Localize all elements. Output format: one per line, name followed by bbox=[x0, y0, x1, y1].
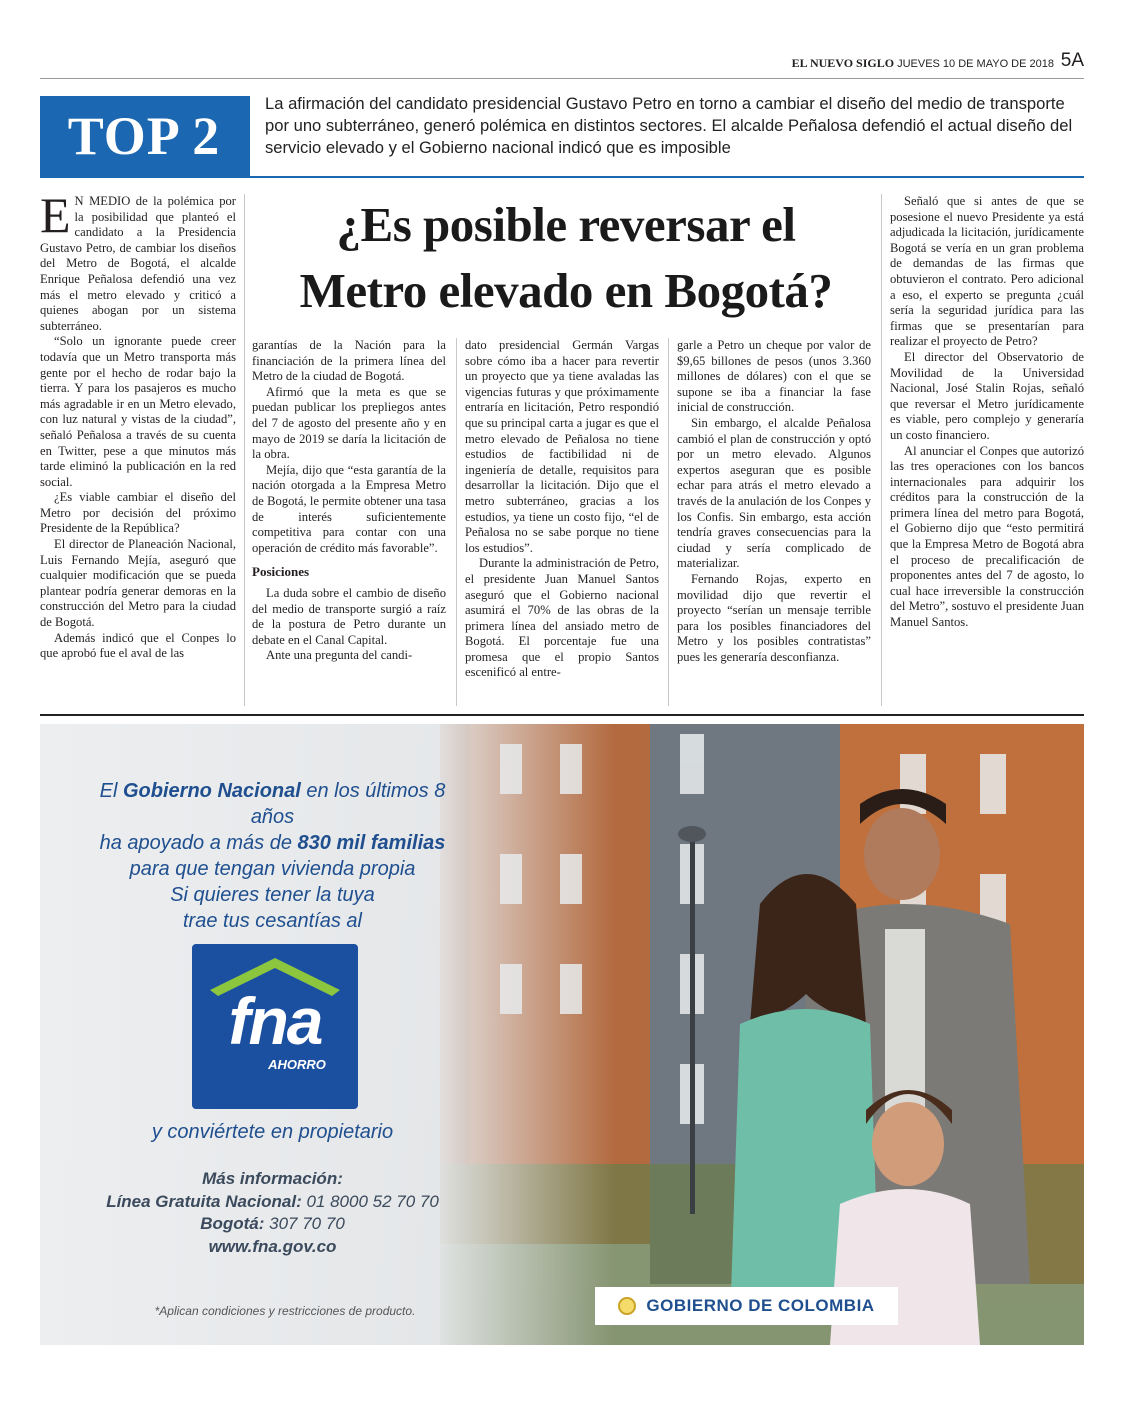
paragraph: La duda sobre el cambio de diseño del medio de transporte surgió a raíz de la postura de Petro durante un debate en el Canal Capital. bbox=[252, 585, 446, 647]
paragraph: garle a Petro un cheque por valor de $9,65 billones de pesos (unos 3.360 millones de dólares) con el que se supone se iba a financiar la fase inicial de construcción. bbox=[677, 338, 871, 415]
ad-contact-info bbox=[80, 1168, 465, 1258]
article-column-4 bbox=[677, 338, 871, 665]
paragraph: ¿Es viable cambiar el diseño del Metro por decisión del próximo Presidente de la República? bbox=[40, 490, 236, 536]
ad-line: para que tengan vivienda propia bbox=[129, 858, 416, 880]
fna-logo-text: fna bbox=[228, 984, 322, 1058]
issue-date: JUEVES 10 DE MAYO DE 2018 bbox=[897, 58, 1054, 70]
paragraph: Afirmó que la meta es que se puedan publicar los prepliegos antes del 7 de agosto del presente año y en mayo de 2019 se daría la licitación de la obra. bbox=[252, 384, 446, 462]
paragraph: El director de Planeación Nacional, Luis Fernando Mejía, aseguró que cualquier modificación que se pueda plantear podría generar demoras en la construcción del Metro para la ciudad de Bogotá. bbox=[40, 537, 236, 630]
ad-headline bbox=[80, 778, 465, 882]
article-column-1 bbox=[40, 187, 236, 662]
paragraph: Mejía, dijo que “esta garantía de la nación otorgada a la Empresa Metro de Bogotá, le permite obtener una tasa de interés suficientemente competitiva para contar con una operación de crédito más favorable”. bbox=[252, 462, 446, 555]
subheading: Posiciones bbox=[252, 564, 310, 580]
section-rule bbox=[40, 176, 1084, 178]
paragraph: “Solo un ignorante puede creer todavía que un Metro transporta más gente por el hecho de rodar bajo la tierra. Y para los pasajeros es mucho más agradable ir en un Metro elevado, con luz natural y vistas de la ciudad”, señaló Peñalosa a través de su cuenta en Twitter, pese a que minutos más tarde eliminó la publicación en la red social. bbox=[40, 334, 236, 489]
government-badge bbox=[595, 1287, 898, 1325]
info-title: Más información: bbox=[202, 1169, 343, 1188]
ad-line bbox=[80, 778, 465, 830]
paragraph: dato presidencial Germán Vargas sobre cómo iba a hacer para revertir un proyecto que ya tiene avaladas las vigencias futuras y que próximamente entraría en licitación, Petro respondió que su principal carta a jugar es que el metro elevado de Peñalosa no tiene estudios de factibilidad ni de ingeniería de detalle, requisitos para desarrollar la licitación. Dijo que el metro subterráneo, gracias a los estudios, ya tiene un costo fijo, “el de Peñalosa no se sabe porque no tiene los estudios”. bbox=[465, 338, 659, 555]
fna-advertisement bbox=[40, 724, 1084, 1345]
ad-call-to-action bbox=[80, 882, 465, 934]
info-website: www.fna.gov.co bbox=[208, 1236, 337, 1256]
info-phone-line bbox=[80, 1191, 465, 1214]
ad-text: ha apoyado a más de bbox=[99, 832, 298, 854]
paragraph: Fernando Rojas, experto en movilidad dijo que revertir el proyecto “serían un mensaje terrible para los posibles financiadores del Metro y los posibles contratistas” pues les generaría desconfianza. bbox=[677, 571, 871, 664]
paragraph: Además indicó que el Conpes lo que aprobó fue el aval de las bbox=[40, 630, 236, 661]
ad-text: El bbox=[99, 780, 123, 802]
government-label: GOBIERNO DE COLOMBIA bbox=[646, 1296, 875, 1315]
section-tag-divider bbox=[248, 96, 250, 178]
opening-text: N MEDIO de la polémica por la posibilidad que planteó el candidato a la Presidencia Gustavo Petro, de cambiar los diseños del Metro de Bogotá, el alcalde Enrique Peñalosa defendió una vez más el metro elevado y criticó a quienes abogan por un sistema subterráneo. bbox=[40, 194, 236, 333]
fna-logo bbox=[192, 944, 358, 1109]
paragraph: El director del Observatorio de Movilidad de la Universidad Nacional, José Stalin Rojas, señaló que reversar el Metro jurídicamente es viable, pero complejo y generaría un costo financiero. bbox=[890, 349, 1084, 442]
paragraph: Al anunciar el Conpes que autorizó las tres operaciones con los bancos internacionales para adquirir los créditos para la construcción de la primera línea del metro para Bogotá, el Gobierno dijo que “esto permitirá que la Empresa Metro de Bogotá abra el proceso de precalificación de proponentes antes del 7 de agosto, lo cual hace irreversible la construcción del Metro”, sostuvo el presidente Juan Manuel Santos. bbox=[890, 443, 1084, 630]
ad-text-bold: 830 mil familias bbox=[297, 832, 446, 854]
info-label: Línea Gratuita Nacional: bbox=[106, 1191, 302, 1211]
paragraph: garantías de la Nación para la financiación de la primera línea del Metro de la ciudad de Bogotá. bbox=[252, 338, 446, 384]
paragraph: Sin embargo, el alcalde Peñalosa cambió el plan de construcción y optó por un metro elevado. Algunos expertos aseguran que es posible echar para atrás el metro elevado a través de la anulación de los Conpes y los Confis. Sin embargo, esta acción tendría graves consecuencias para la ciudad y sería complicado de materializar. bbox=[677, 415, 871, 571]
paragraph bbox=[40, 187, 236, 334]
ad-line bbox=[80, 830, 465, 856]
masthead-line bbox=[792, 56, 1054, 71]
info-label: Bogotá: bbox=[200, 1214, 265, 1233]
ad-tagline: y conviértete en propietario bbox=[151, 1121, 394, 1143]
paragraph: Durante la administración de Petro, el presidente Juan Manuel Santos aseguró que el Gobierno nacional asumirá el 70% de las obras de la primera línea del ansiado metro de Bogotá. El porcentaje fue una promesa que el propio Santos escenificó al entre- bbox=[465, 556, 659, 680]
paragraph: Ante una pregunta del candi- bbox=[266, 648, 413, 663]
article-column-5 bbox=[890, 194, 1084, 631]
headline-line-2: Metro elevado en Bogotá? bbox=[299, 263, 833, 318]
section-tag: TOP 2 bbox=[40, 96, 248, 176]
column-divider bbox=[881, 194, 882, 706]
info-value: 01 8000 52 70 70 bbox=[301, 1191, 439, 1211]
column-divider bbox=[456, 338, 457, 706]
ad-separator bbox=[40, 714, 1084, 716]
article-headline bbox=[248, 192, 884, 324]
ad-line: Si quieres tener la tuya bbox=[170, 884, 375, 906]
ad-text-bold: Gobierno Nacional bbox=[123, 780, 301, 802]
headline-line-1: ¿Es posible reversar el bbox=[336, 197, 796, 252]
newspaper-name: EL NUEVO SIGLO bbox=[791, 56, 895, 70]
column-divider bbox=[668, 338, 669, 706]
paragraph: Señaló que si antes de que se posesione el nuevo Presidente ya está adjudicada la licitación, jurídicamente Bogotá se vería en un gran problema de demandas de las firmas que obtuvieron el contrato. Pero adicional a eso, el experto se pregunta ¿cuál sería la seguridad jurídica para las firmas que se presentarían para realizar el proyecto de Petro? bbox=[890, 194, 1084, 349]
info-bogota-line bbox=[80, 1213, 465, 1236]
page-number: 5A bbox=[1060, 50, 1084, 71]
ad-text: en los últimos 8 años bbox=[250, 780, 446, 828]
article-column-3 bbox=[465, 338, 659, 681]
drop-cap: E bbox=[40, 187, 71, 243]
ad-line: trae tus cesantías al bbox=[183, 910, 362, 932]
colombia-seal-icon bbox=[618, 1297, 636, 1315]
header-rule bbox=[40, 78, 1084, 79]
fna-logo-subtext: AHORRO bbox=[268, 1057, 326, 1072]
article-column-2 bbox=[252, 338, 446, 664]
section-lead: La afirmación del candidato presidencial Gustavo Petro en torno a cambiar el diseño del medio de transporte por uno subterráneo, generó polémica en distintos sectores. El alcalde Peñalosa defendió el actual diseño del servicio elevado y el Gobierno nacional indicó que es imposible bbox=[265, 94, 1073, 157]
column-divider bbox=[244, 194, 245, 706]
info-value: 307 70 70 bbox=[264, 1214, 345, 1233]
ad-disclaimer: *Aplican condiciones y restricciones de producto. bbox=[154, 1304, 416, 1318]
